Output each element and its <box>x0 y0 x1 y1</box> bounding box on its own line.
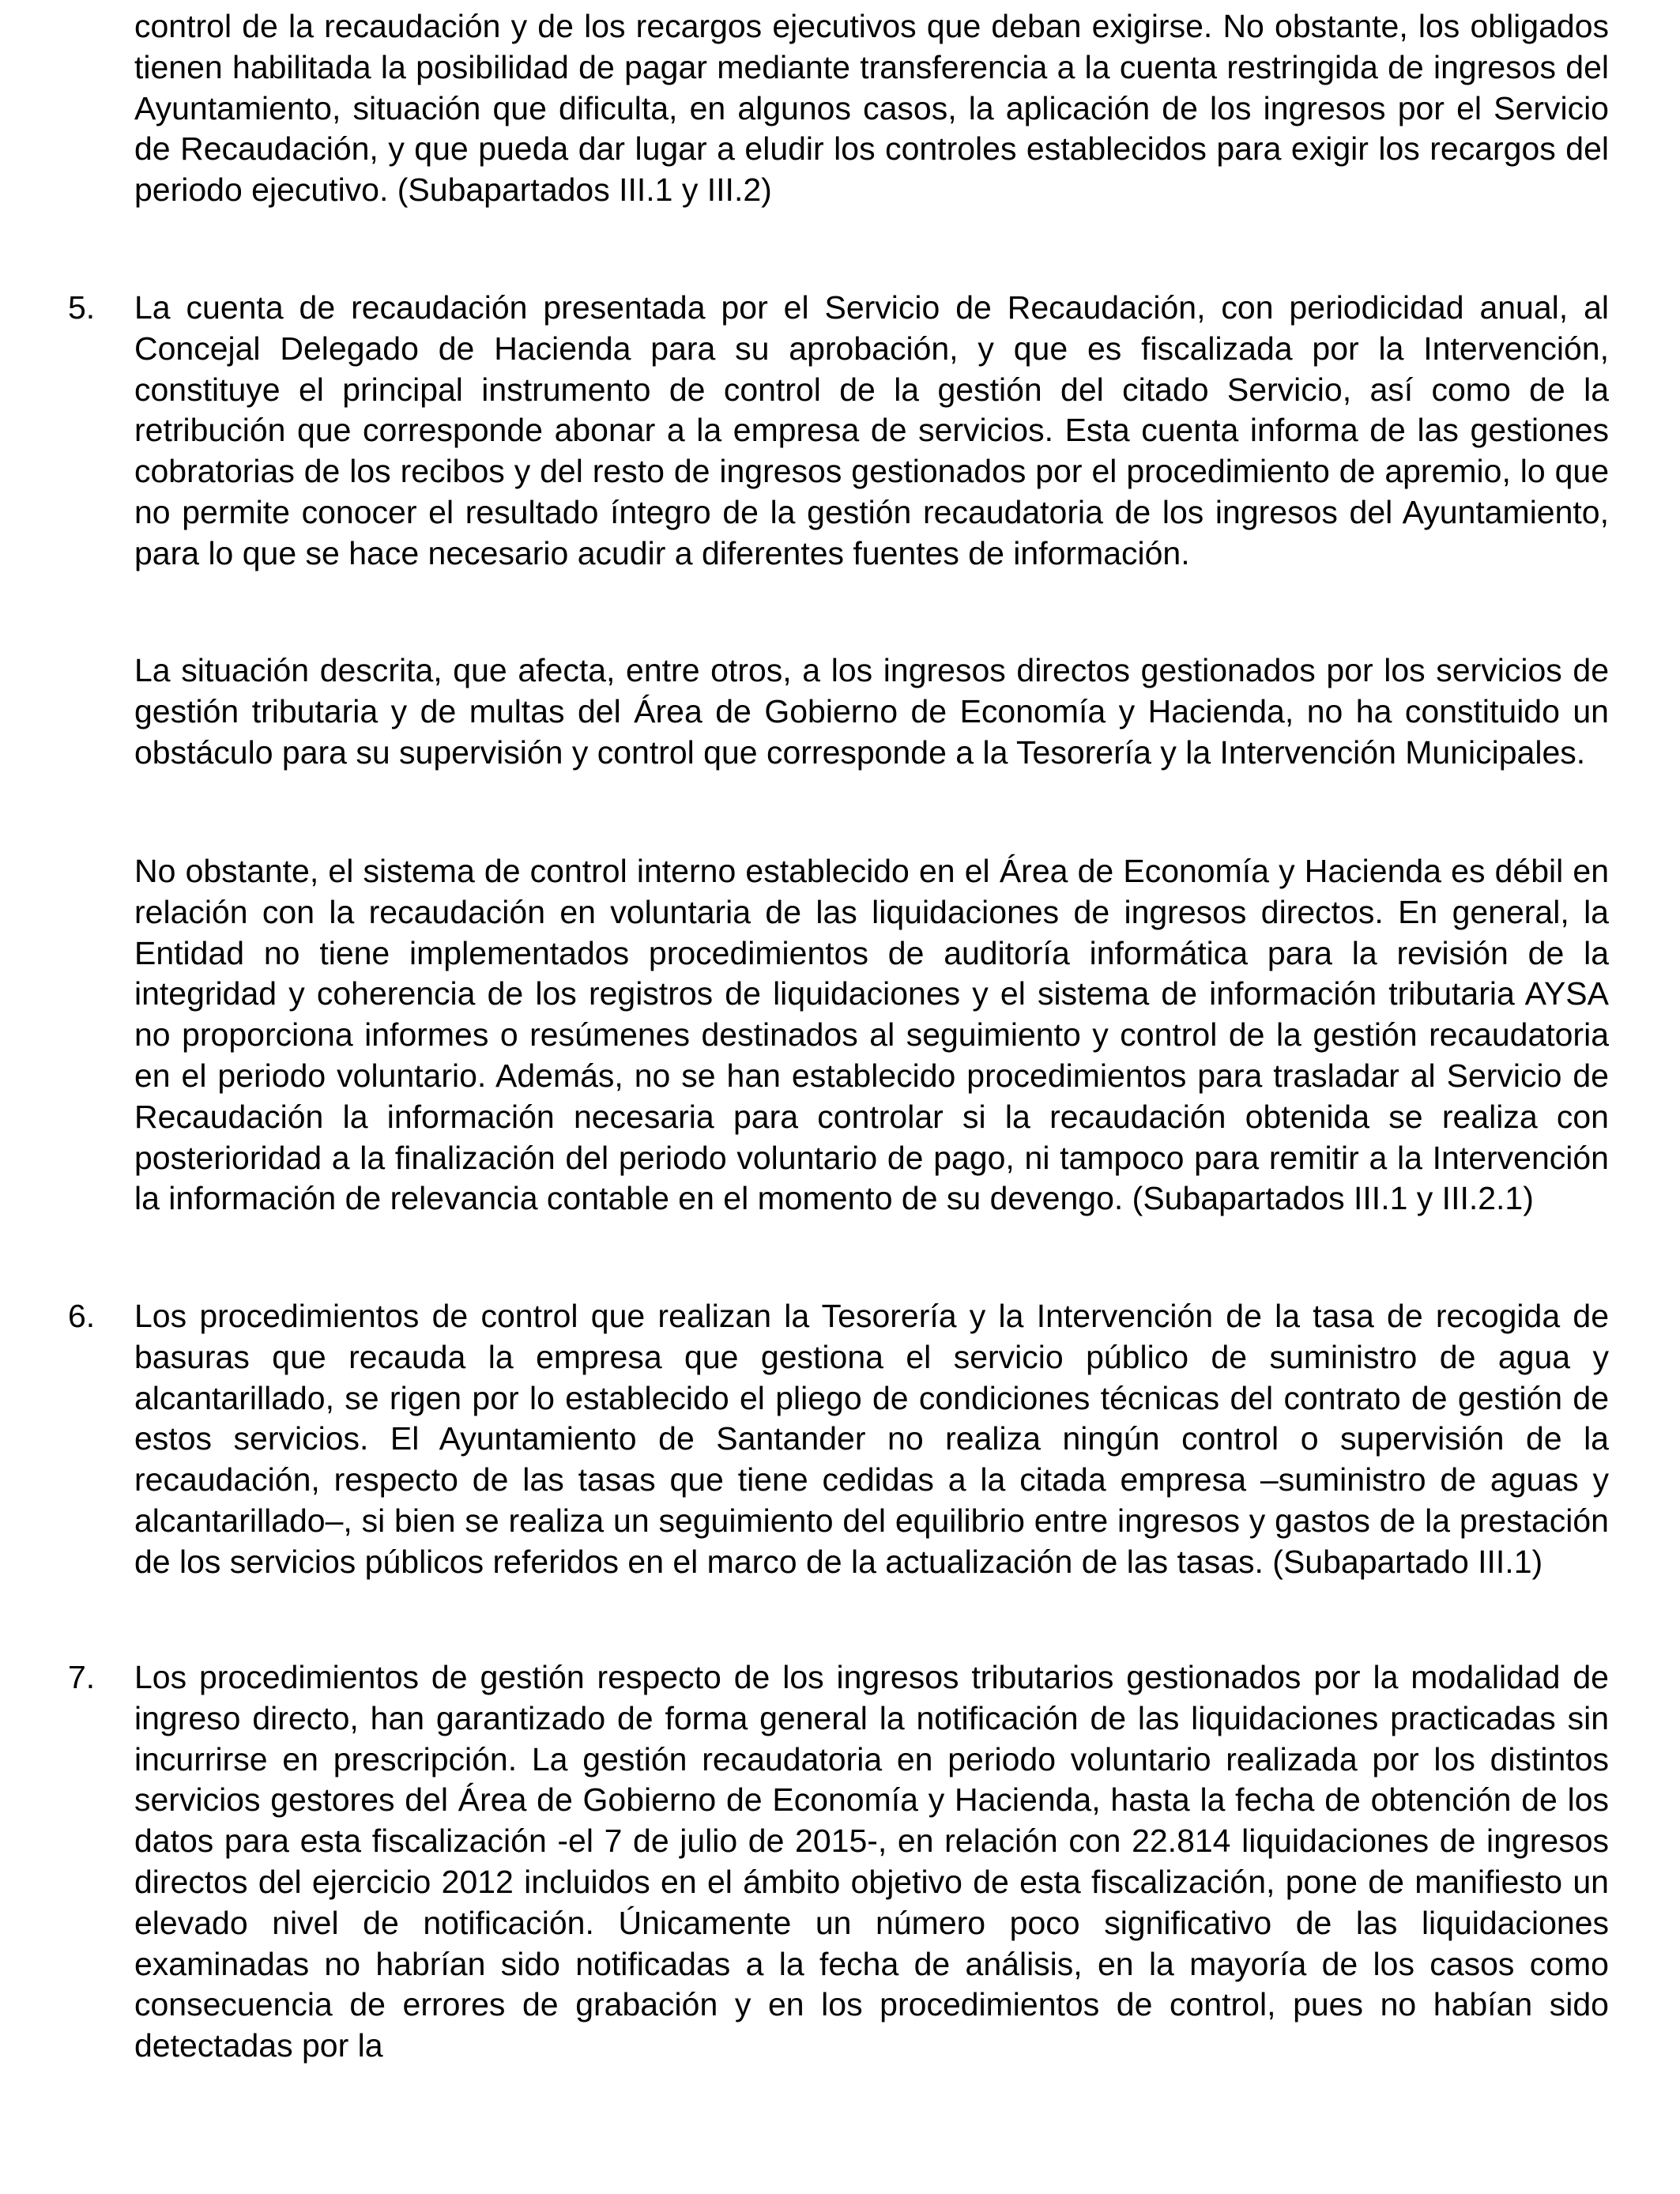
item-number-7: 7. <box>68 1659 96 1695</box>
item-number-6: 6. <box>68 1298 96 1334</box>
item-number-5: 5. <box>68 289 96 326</box>
paragraph-no-obstante: No obstante, el sistema de control interno establecido en el Área de Economía y Hacienda es débil en relación con la recaudación en voluntaria de las liquidaciones de ingresos directos. En general, la Entidad no tiene implementados procedimientos de auditoría informática para la revisión de la integridad y coherencia de los registros de liquidaciones y el sistema de información tributaria AYSA no proporciona informes o resúmenes destinados al seguimiento y control de la gestión recaudatoria en el periodo voluntario. Además, no se han establecido procedimientos para trasladar al Servicio de Recaudación la información necesaria para controlar si la recaudación obtenida se realiza con posterioridad a la finalización del periodo voluntario de pago, ni tampoco para remitir a la Intervención la información de relevancia contable en el momento de su devengo. (Subapartados III.1 y III.2.1) <box>134 853 1609 1217</box>
paragraph-item-6: Los procedimientos de control que realizan la Tesorería y la Intervención de la tasa de recogida de basuras que recauda la empresa que gestiona el servicio público de suministro de agua y alcantarillado, se rigen por lo establecido el pliego de condiciones técnicas del contrato de gestión de estos servicios. El Ayuntamiento de Santander no realiza ningún control o supervisión de la recaudación, respecto de las tasas que tiene cedidas a la citada empresa –suministro de aguas y alcantarillado–, si bien se realiza un seguimiento del equilibrio entre ingresos y gastos de la prestación de los servicios públicos referidos en el marco de la actualización de las tasas. (Subapartado III.1) <box>134 1298 1609 1580</box>
paragraph-continuation: control de la recaudación y de los recargos ejecutivos que deban exigirse. No obstante, los obligados tienen habilitada la posibilidad de pagar mediante transferencia a la cuenta restringida de ingresos del Ayuntamiento, situación que dificulta, en algunos casos, la aplicación de los ingresos por el Servicio de Recaudación, y que pueda dar lugar a eludir los controles establecidos para exigir los recargos del periodo ejecutivo. (Subapartados III.1 y III.2) <box>134 8 1609 209</box>
paragraph-item-7: Los procedimientos de gestión respecto de los ingresos tributarios gestionados por la modalidad de ingreso directo, han garantizado de forma general la notificación de las liquidaciones practicadas sin incurrirse en prescripción. La gestión recaudatoria en periodo voluntario realizada por los distintos servicios gestores del Área de Gobierno de Economía y Hacienda, hasta la fecha de obtención de los datos para esta fiscalización -el 7 de julio de 2015-, en relación con 22.814 liquidaciones de ingresos directos del ejercicio 2012 incluidos en el ámbito objetivo de esta fiscalización, pone de manifiesto un elevado nivel de notificación. Únicamente un número poco significativo de las liquidaciones examinadas no habrían sido notificadas a la fecha de análisis, en la mayoría de los casos como consecuencia de errores de grabación y en los procedimientos de control, pues no habían sido detectadas por la <box>134 1659 1609 2064</box>
paragraph-situacion-descrita: La situación descrita, que afecta, entre otros, a los ingresos directos gestionados por los servicios de gestión tributaria y de multas del Área de Gobierno de Economía y Hacienda, no ha constituido un obstáculo para su supervisión y control que corresponde a la Tesorería y la Intervención Municipales. <box>134 652 1609 771</box>
paragraph-item-5: La cuenta de recaudación presentada por el Servicio de Recaudación, con periodicidad anual, al Concejal Delegado de Hacienda para su aprobación, y que es fiscalizada por la Intervención, constituye el principal instrumento de control de la gestión del citado Servicio, así como de la retribución que corresponde abonar a la empresa de servicios. Esta cuenta informa de las gestiones cobratorias de los recibos y del resto de ingresos gestionados por el procedimiento de apremio, lo que no permite conocer el resultado íntegro de la gestión recaudatoria de los ingresos del Ayuntamiento, para lo que se hace necesario acudir a diferentes fuentes de información. <box>134 289 1609 571</box>
